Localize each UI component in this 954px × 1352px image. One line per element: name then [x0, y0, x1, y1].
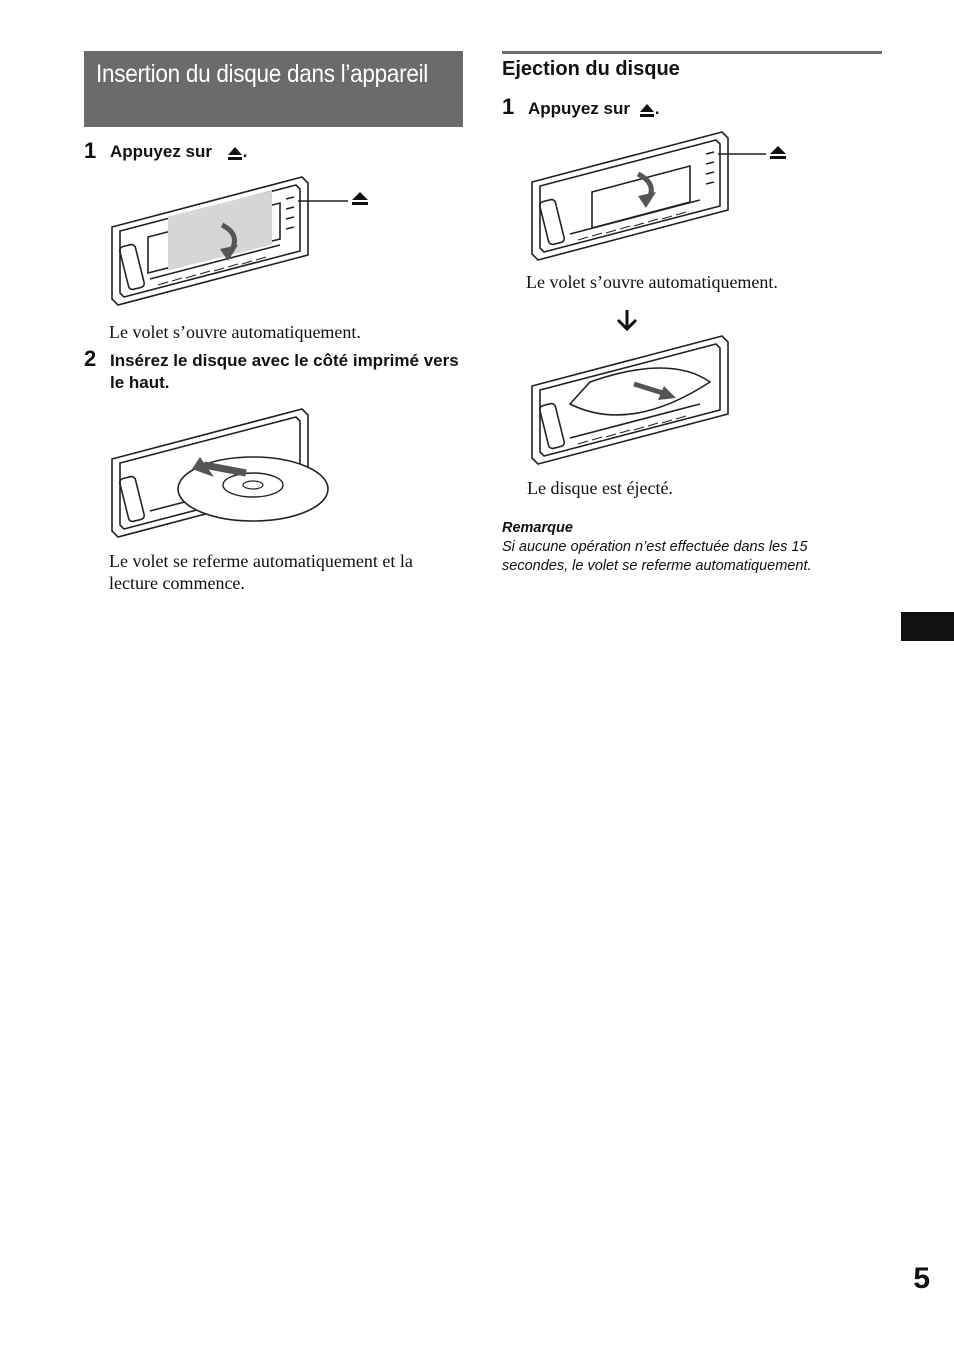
step-caption: Le volet s’ouvre automatiquement. — [109, 322, 361, 342]
eject-icon — [227, 146, 243, 160]
section-heading: Ejection du disque — [502, 58, 680, 80]
page-number: 5 — [913, 1262, 930, 1295]
disc-ejection-illustration — [530, 334, 760, 469]
step-instruction: Appuyez sur . — [110, 142, 248, 161]
note-title: Remarque — [502, 520, 573, 536]
step-instruction: Appuyez sur . — [528, 99, 660, 118]
section-title-banner — [84, 51, 463, 127]
step-caption: Le volet s’ouvre automatiquement. — [526, 272, 778, 292]
step-number: 1 — [502, 94, 515, 119]
step-number: 1 — [84, 138, 97, 163]
step-caption: Le disque est éjecté. — [527, 478, 673, 498]
note-text: Si aucune opération n’est effectuée dans les 15 secondes, le volet se referme automatiquement. — [502, 539, 812, 574]
arrow-down-icon — [615, 308, 639, 332]
car-stereo-opening-illustration — [530, 130, 800, 265]
step-instruction: Insérez le disque avec le côté imprimé vers le haut. — [110, 351, 459, 392]
step-instruction-text: Appuyez sur — [528, 99, 631, 118]
section-divider — [502, 51, 882, 54]
eject-icon — [639, 103, 655, 117]
disc-insertion-illustration — [110, 407, 340, 542]
step-number: 2 — [84, 346, 97, 371]
step-instruction-text: Appuyez sur — [110, 142, 213, 161]
car-stereo-opening-illustration — [110, 175, 380, 310]
step-caption: Le volet se referme automatiquement et la lecture commence. — [109, 551, 413, 593]
section-title: Insertion du disque dans l’appareil — [96, 60, 429, 88]
edge-tab — [901, 612, 954, 641]
